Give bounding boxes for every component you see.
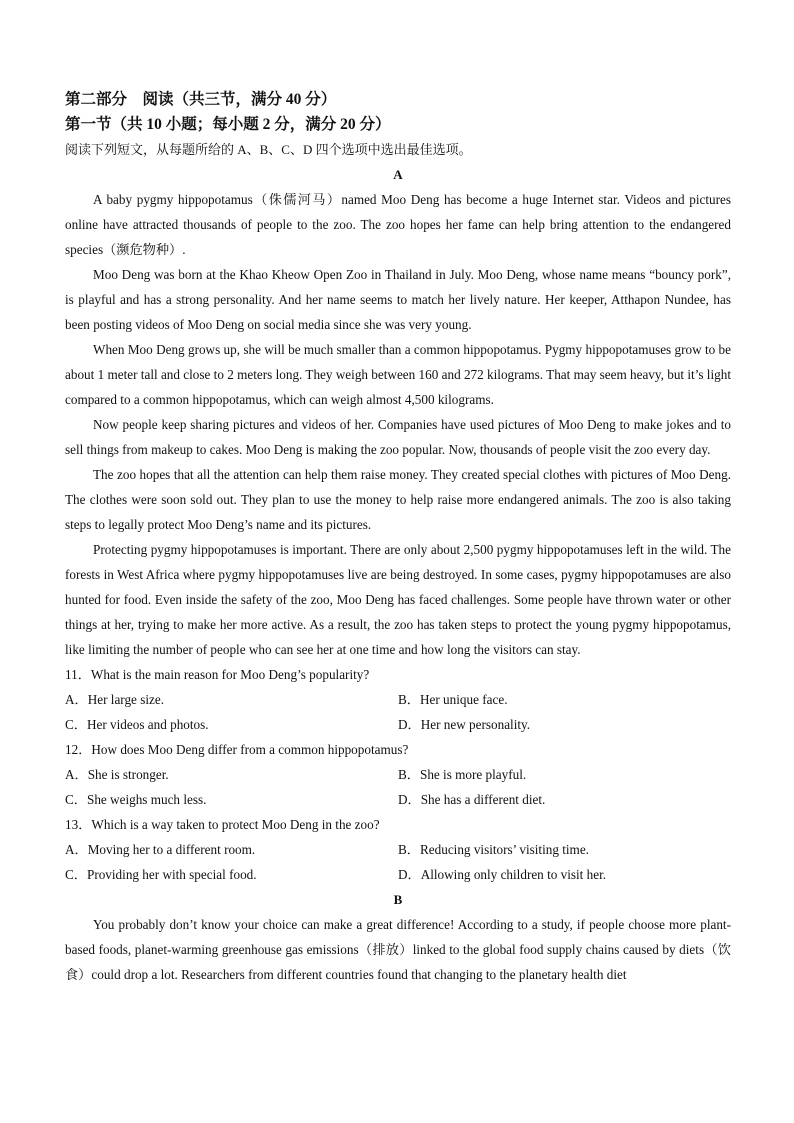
passage-a-paragraph: Moo Deng was born at the Khao Kheow Open Zoo in Thailand in July. Moo Deng, whose name means “bouncy pork”, is playful and has a strong personality. And her name seems to match her lively nature. Her keeper, Atthapon Nundee, has been posting videos of Moo Deng on social media since she was very young. [65, 267, 731, 332]
option-b: B．Her unique face. [398, 692, 508, 707]
question-13-stem: 13．Which is a way taken to protect Moo Deng in the zoo? [65, 817, 380, 832]
question-13-options [65, 862, 731, 887]
option-d: D．She has a different diet. [398, 792, 546, 807]
option-a: A．Moving her to a different room. [65, 842, 256, 857]
passage-a-paragraph: Protecting pygmy hippopotamuses is important. There are only about 2,500 pygmy hippopotamuses left in the wild. The forests in West Africa where pygmy hippopotamuses live are being destroyed. In some cases, pygmy hippopotamuses are also hunted for food. Even inside the safety of the zoo, Moo Deng has faced challenges. Some people have thrown water or other things at her, trying to make her more active. As a result, the zoo has taken steps to protect the young pygmy hippopotamus, like limiting the number of people who can see her at one time and how long the visitors can stay. [65, 542, 731, 657]
question-11-options [65, 712, 731, 737]
option-b: B．She is more playful. [398, 767, 527, 782]
passage-a-label: A [393, 167, 403, 182]
passage-a-paragraph: When Moo Deng grows up, she will be much smaller than a common hippopotamus. Pygmy hippopotamuses grow to be about 1 meter tall and close to 2 meters long. They weigh between 160 and 272 kilograms. That may seem heavy, but it’s light compared to a common hippopotamus, which can weigh almost 4,500 kilograms. [65, 342, 731, 407]
question-13-options [65, 837, 731, 862]
question-12-stem: 12．How does Moo Deng differ from a common hippopotamus? [65, 742, 409, 757]
option-a: A．She is stronger. [65, 767, 169, 782]
passage-b-label: B [393, 892, 403, 907]
question-12-options [65, 787, 731, 812]
section-heading: 第一节（共 10 小题；每小题 2 分，满分 20 分） [65, 116, 391, 133]
passage-a-paragraph: A baby pygmy hippopotamus（侏儒河马）named Moo Deng has become a huge Internet star. Videos and pictures online have attracted thousands of people to the zoo. The zoo hopes her fame can help bring attention to the endangered species（濒危物种）. [65, 192, 731, 257]
question-11-stem: 11．What is the main reason for Moo Deng’s popularity? [65, 667, 370, 682]
part-heading: 第二部分 阅读（共三节，满分 40 分） [65, 91, 337, 108]
option-b: B．Reducing visitors’ visiting time. [398, 842, 589, 857]
option-c: C．She weighs much less. [65, 792, 207, 807]
option-d: D．Allowing only children to visit her. [398, 867, 607, 882]
passage-a-paragraph: The zoo hopes that all the attention can help them raise money. They created special clothes with pictures of Moo Deng. The clothes were soon sold out. They plan to use the money to help raise more endangered animals. The zoo is also taking steps to legally protect Moo Deng’s name and its pictures. [65, 467, 731, 532]
question-12-options [65, 762, 731, 787]
question-11-options [65, 687, 731, 712]
page-content [65, 87, 731, 987]
option-a: A．Her large size. [65, 692, 164, 707]
option-d: D．Her new personality. [398, 717, 531, 732]
option-c: C．Her videos and photos. [65, 717, 209, 732]
passage-b-paragraph: You probably don’t know your choice can make a great difference! According to a study, if people choose more plant-based foods, planet-warming greenhouse gas emissions（排放）linked to the global food supply chains caused by diets（饮食）could drop a lot. Researchers from different countries found that changing to the planetary health diet [65, 917, 731, 982]
passage-a-paragraph: Now people keep sharing pictures and videos of her. Companies have used pictures of Moo Deng to make jokes and to sell things from makeup to cakes. Moo Deng is making the zoo popular. Now, thousands of people visit the zoo every day. [65, 417, 731, 457]
option-c: C．Providing her with special food. [65, 867, 257, 882]
instructions: 阅读下列短文，从每题所给的 A、B、C、D 四个选项中选出最佳选项。 [65, 142, 472, 157]
